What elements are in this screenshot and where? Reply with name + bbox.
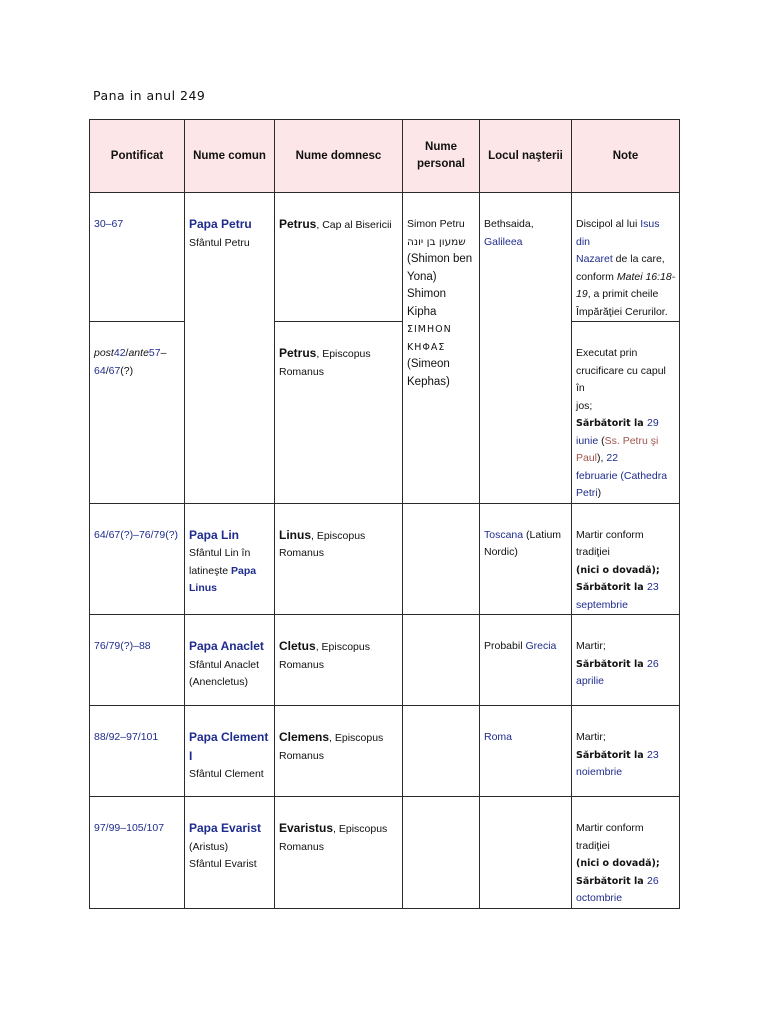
pope-name-link[interactable]: Papa Clement (189, 730, 269, 744)
cell-note: Discipol al lui Isus din Nazaret de la care, conform Matei 16:18- 19, a primit cheile Împărăţiei Cerurilor. (572, 193, 680, 322)
table-row (90, 503, 680, 615)
cell-nume-comun: Papa Evarist (Aristus) Sfântul Evarist (185, 797, 275, 909)
pontificat-link[interactable]: 30–67 (94, 218, 124, 230)
cell-nume-domnesc: Cletus, Episcopus Romanus (275, 615, 403, 706)
cell-nume-personal (403, 706, 480, 797)
cell-locul-nasterii (480, 797, 572, 909)
cell-locul-nasterii: Bethsaida, Galileea (480, 193, 572, 504)
cell-note: Martir conform tradiţiei (nici o dovadă); Sărbătorit la 26 octombrie (572, 797, 680, 909)
header-nume-domnesc: Nume domnesc (275, 120, 403, 193)
cell-note: Martir conform tradiţiei (nici o dovadă); Sărbătorit la 23 septembrie (572, 503, 680, 615)
cell-nume-domnesc: Linus, Episcopus Romanus (275, 503, 403, 615)
cell-nume-personal (403, 797, 480, 909)
pope-name-link[interactable]: Papa Petru (189, 217, 252, 231)
table-row (90, 322, 680, 504)
cell-pontificat: post42/ante57– 64/67(?) (90, 322, 185, 504)
cell-pontificat: 64/67(?)–76/79(?) (90, 503, 185, 615)
header-locul-nasterii: Locul naşterii (480, 120, 572, 193)
table-row (90, 797, 680, 909)
table-row (90, 706, 680, 797)
cell-note: Martir; Sărbătorit la 26 aprilie (572, 615, 680, 706)
cell-pontificat (90, 193, 185, 322)
cell-nume-domnesc: Petrus, Episcopus Romanus (275, 322, 403, 504)
cell-nume-personal (403, 503, 480, 615)
cell-pontificat: 76/79(?)–88 (90, 615, 185, 706)
cell-nume-domnesc: Petrus, Cap al Bisericii (275, 193, 403, 322)
pope-name-link[interactable]: Papa Lin (189, 527, 240, 542)
cell-pontificat: 97/99–105/107 (90, 797, 185, 909)
header-note: Note (572, 120, 680, 193)
cell-nume-domnesc: Clemens, Episcopus Romanus (275, 706, 403, 797)
header-pontificat: Pontificat (90, 120, 185, 193)
cell-locul-nasterii: Roma (480, 706, 572, 797)
cell-locul-nasterii: Probabil Grecia (480, 615, 572, 706)
table-row (90, 615, 680, 706)
cell-nume-domnesc: Evaristus, Episcopus Romanus (275, 797, 403, 909)
cell-nume-personal (403, 615, 480, 706)
cell-nume-comun: Papa Anaclet Sfântul Anaclet (Anencletus) (185, 615, 275, 706)
pope-name-link[interactable]: Papa Evarist (189, 821, 262, 835)
pope-subname: Sfântul Petru (189, 236, 250, 249)
cell-nume-personal: Simon Petru שמעון בן יונה (Shimon ben Yona) Shimon Kipha ΣΙΜΗΟΝ ΚΗΦΑΣ (Simeon Kephas) (403, 193, 480, 504)
cell-nume-comun: Papa Clement I Sfântul Clement (185, 706, 275, 797)
cell-pontificat: 88/92–97/101 (90, 706, 185, 797)
header-nume-comun: Nume comun (185, 120, 275, 193)
table-header-row (90, 120, 680, 193)
cell-note: Executat prin crucificare cu capul în jos; Sărbătorit la 29 iunie (Ss. Petru şi Paul), 22 februarie (Cathedra Petri) (572, 322, 680, 504)
popes-table (89, 119, 680, 909)
cell-locul-nasterii: Toscana (Latium Nordic) (480, 503, 572, 615)
birthplace-link[interactable]: Galileea (484, 235, 523, 248)
cell-nume-comun (185, 193, 275, 504)
cell-note: Martir; Sărbătorit la 23 noiembrie (572, 706, 680, 797)
table-row (90, 193, 680, 322)
page-heading: Pana in anul 249 (93, 88, 206, 103)
header-nume-personal: Nume personal (403, 120, 480, 193)
pope-name-link[interactable]: Papa Anaclet (189, 639, 264, 653)
cell-nume-comun: Papa Lin Sfântul Lin în latineşte Papa Linus (185, 503, 275, 615)
